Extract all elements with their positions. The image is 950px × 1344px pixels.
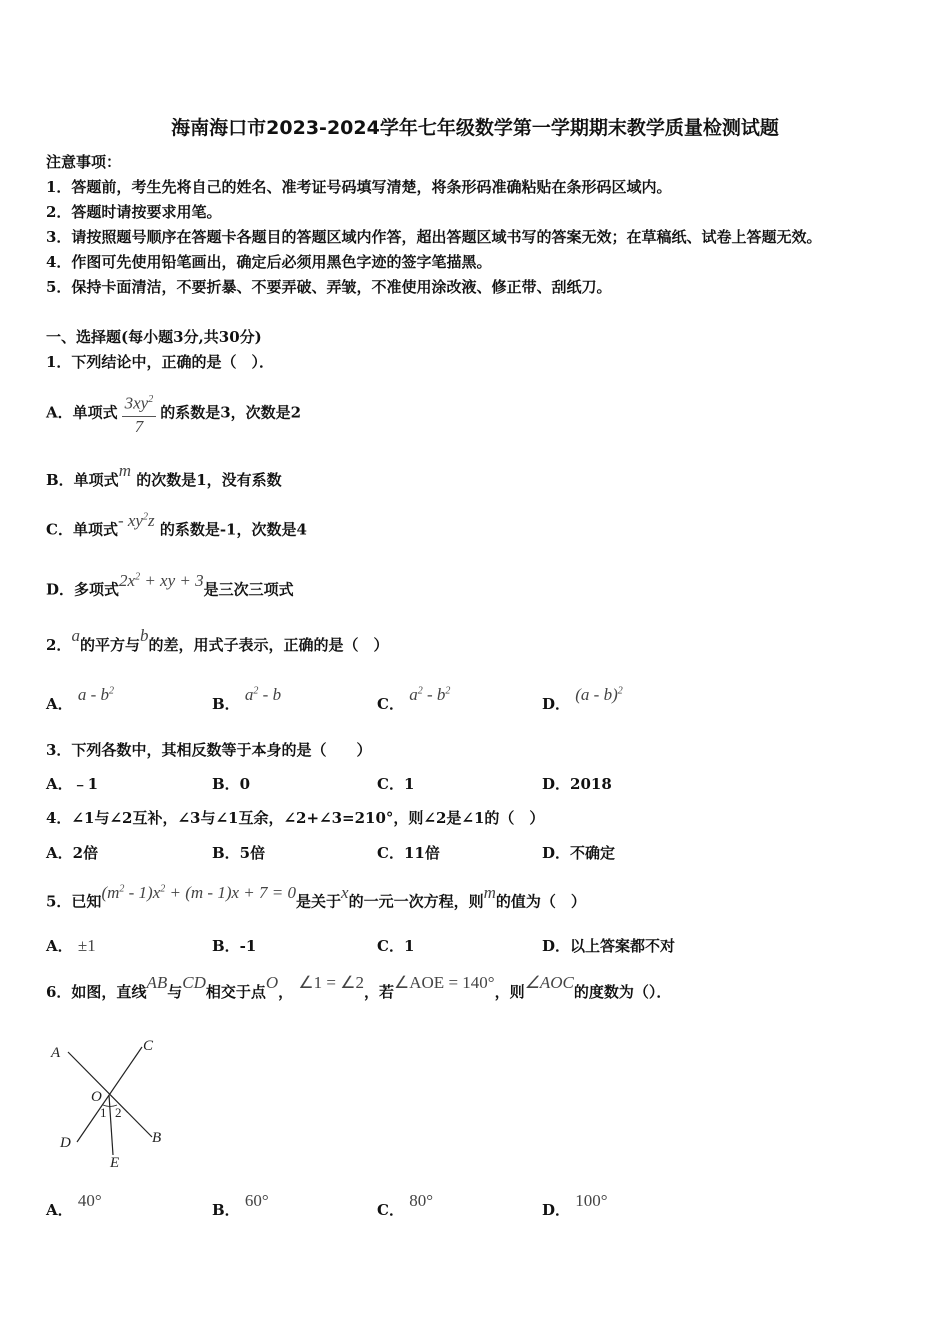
q6-option-c: C． 80° [377,1191,433,1219]
fraction: $\frac{3xy^2}{7}$ [122,390,157,437]
label-b: B [152,1130,162,1146]
q1-option-d: D．多项式$2x^2$ + xy + 3是三次三项式 [46,570,294,599]
line-cd [77,1047,142,1142]
label-d: D [60,1135,71,1151]
geometry-figure [40,1025,180,1175]
q6-option-d: D． 100° [542,1191,608,1219]
q5-option-d: D．以上答案都不对 [542,937,676,955]
q4-option-d: D．不确定 [542,844,616,862]
page-title: 海南海口市2023-2024学年七年级数学第一学期期末教学质量检测试题 [171,117,779,139]
label-e: E [110,1155,120,1171]
q5-option-b: B．-1 [212,937,257,955]
q4-option-c: C．11倍 [377,844,440,862]
q5-option-c: C．1 [377,937,415,955]
label-c: C [143,1038,154,1054]
q3-option-c: C．1 [377,775,415,793]
q4-option-a: A．2倍 [46,844,99,862]
q2-stem: 2．a的平方与b的差，用式子表示，正确的是（ ） [46,626,389,654]
q3-option-a: A．﹣1 [46,775,99,793]
q5-stem: 5．已知$(m^2 - 1)x^2 + (m - 1)x + 7 = 0$是关于x的一元一次方程，则m的值为（ ） [46,882,586,911]
notice-item: 5．保持卡面清洁，不要折暴、不要弄破、弄皱，不准使用涂改液、修正带、刮纸刀。 [46,278,612,296]
q3-option-b: B．0 [212,775,251,793]
q6-stem: 6．如图，直线AB与CD相交于点O， ∠1 = ∠2，若∠AOE = 140°，则∠AOC的度数为（）． [46,973,672,1001]
q1-option-b: B．单项式m 的次数是1，没有系数 [46,461,282,489]
q2-option-d: D． (a - b)$^2$ [542,685,623,713]
q1-option-c: C．单项式- $xy^2z$ 的系数是-1，次数是4 [46,510,307,539]
notice-item: 1．答题前，考生先将自己的姓名、准考证号码填写清楚，将条形码准确粘贴在条形码区域内。 [46,178,672,196]
notice-item: 4．作图可先使用铅笔画出，确定后必须用黑色字迹的签字笔描黑。 [46,253,492,271]
label-2: 2 [115,1105,122,1120]
q2-option-b: B． $a^2$ - b [212,685,282,713]
label-a: A [51,1045,61,1061]
ray-oe [109,1095,113,1155]
q1-option-a: A．单项式 $\frac{3xy^2}{7}$ 的系数是3，次数是2 [46,390,301,437]
q4-stem: 4．∠1与∠2互补，∠3与∠1互余，∠2+∠3=210°，则∠2是∠1的（ ） [46,809,545,827]
section-heading: 一、选择题(每小题3分,共30分) [46,328,262,346]
q1-stem: 1．下列结论中，正确的是（ ）． [46,353,274,371]
notice-item: 3．请按照题号顺序在答题卡各题目的答题区域内作答，超出答题区域书写的答案无效；在草稿纸、试卷上答题无效。 [46,228,822,246]
q2-option-a: A． a - $b^2$ [46,685,115,713]
label-o: O [91,1089,102,1105]
q2-option-c: C． $a^2 - b^2$ [377,685,451,713]
notice-item: 2．答题时请按要求用笔。 [46,203,222,221]
q3-option-d: D．2018 [542,775,612,793]
q5-option-a: A． ±1 [46,936,96,955]
q4-option-b: B．5倍 [212,844,266,862]
q3-stem: 3．下列各数中，其相反数等于本身的是（ ） [46,741,372,759]
label-1: 1 [100,1105,107,1120]
q6-option-b: B． 60° [212,1191,269,1219]
q6-option-a: A． 40° [46,1191,102,1219]
notice-heading: 注意事项： [46,153,122,171]
